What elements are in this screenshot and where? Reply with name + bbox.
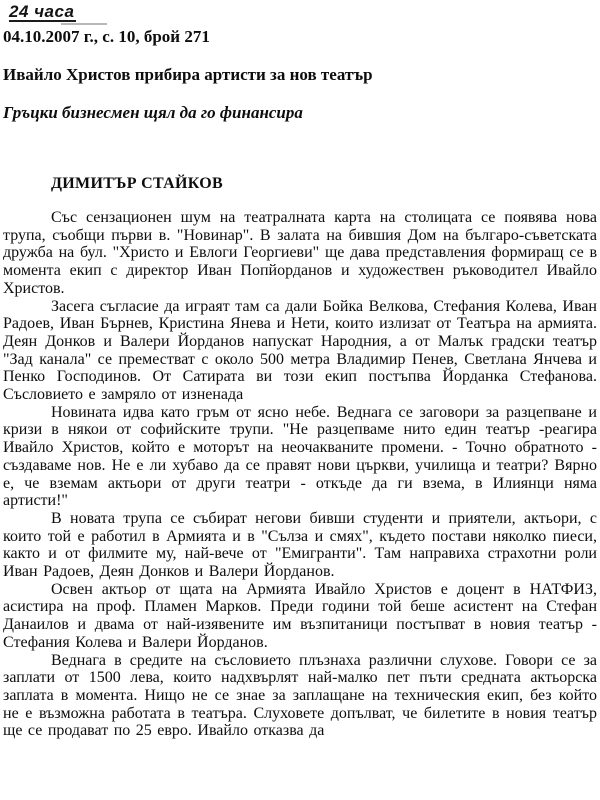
article-headline: Ивайло Христов прибира артисти за нов театър	[3, 65, 373, 84]
article-paragraph: Освен актьор от щата на Армията Ивайло Христов е доцент в НАТФИЗ, асистира на проф. Пламен Марков. Преди години той беше асистент на Стефан Данаилов и двама от най-изявените им възпитаници постъпват в новия театър - Стефания Колева и Валери Йорданов.	[3, 580, 597, 651]
article-paragraph: Веднага в средите на съсловието плъзнаха различни слухове. Говори се за заплати от 1500 лева, които надхвърлят най-малко пет пъти средната актьорска заплата в момента. Нищо не се знае за заплащане на техническия екип, без който не е възможна работата в театъра. Слуховете допълват, че билетите в новия театър ще се продават по 25 евро. Ивайло отказва да	[3, 651, 597, 740]
article-paragraph: Със сензационен шум на театралната карта на столицата се появява нова трупа, съобщи първи в. "Новинар". В залата на бившия Дом на българо-съветската дружба на бул. "Христо и Евлоги Георгиеви" ще дава представления формиращ се в момента екип с директор Иван Попйорданов и художествен ръководител Ивайло Христов.	[3, 209, 597, 297]
article-paragraph: Новината идва като гръм от ясно небе. Веднага се заговори за разцепване и кризи в някои от софийските трупи. "Не разцепваме нито един театър -реагира Ивайло Христов, който е моторът на неочакваните промени. - Точно обратното - създаваме нов. Не е ли хубаво да се правят нови църкви, училища и театри? Вярно е, че вземам актьори от други театри - откъде да ги взема, в Илиянци няма артисти!"	[3, 403, 597, 510]
newspaper-logo: 24 часа	[9, 2, 75, 21]
article-subheadline: Гръцки бизнесмен щял да го финансира	[3, 103, 303, 122]
author-byline: ДИМИТЪР СТАЙКОВ	[51, 175, 223, 192]
publication-meta-line: 04.10.2007 г., с. 10, брой 271	[3, 27, 210, 46]
logo-underline	[61, 23, 107, 25]
article-paragraph: Засега съгласие да играят там са дали Бойка Велкова, Стефания Колева, Иван Радоев, Иван Бърнев, Кристина Янева и Нети, които излизат от Театъра на армията. Деян Донков и Валери Йорданов напускат Народния, а от Малък градски театър "Зад канала" се преместват с около 500 метра Владимир Пенев, Светлана Янчева и Пенко Господинов. От Сатирата ви този екип постъпва Йорданка Стефанова. Съсловието е замряло от изненада	[3, 297, 597, 404]
article-paragraph: В новата трупа се събират негови бивши студенти и приятели, актьори, с които той е работил в Армията и в "Сълза и смях", където постави няколко пиеси, както и от филмите му, най-вече от "Емигранти". Там направиха страхотни роли Иван Радоев, Деян Донков и Валери Йорданов.	[3, 509, 597, 581]
article-body	[3, 209, 597, 740]
newspaper-masthead	[9, 3, 597, 25]
